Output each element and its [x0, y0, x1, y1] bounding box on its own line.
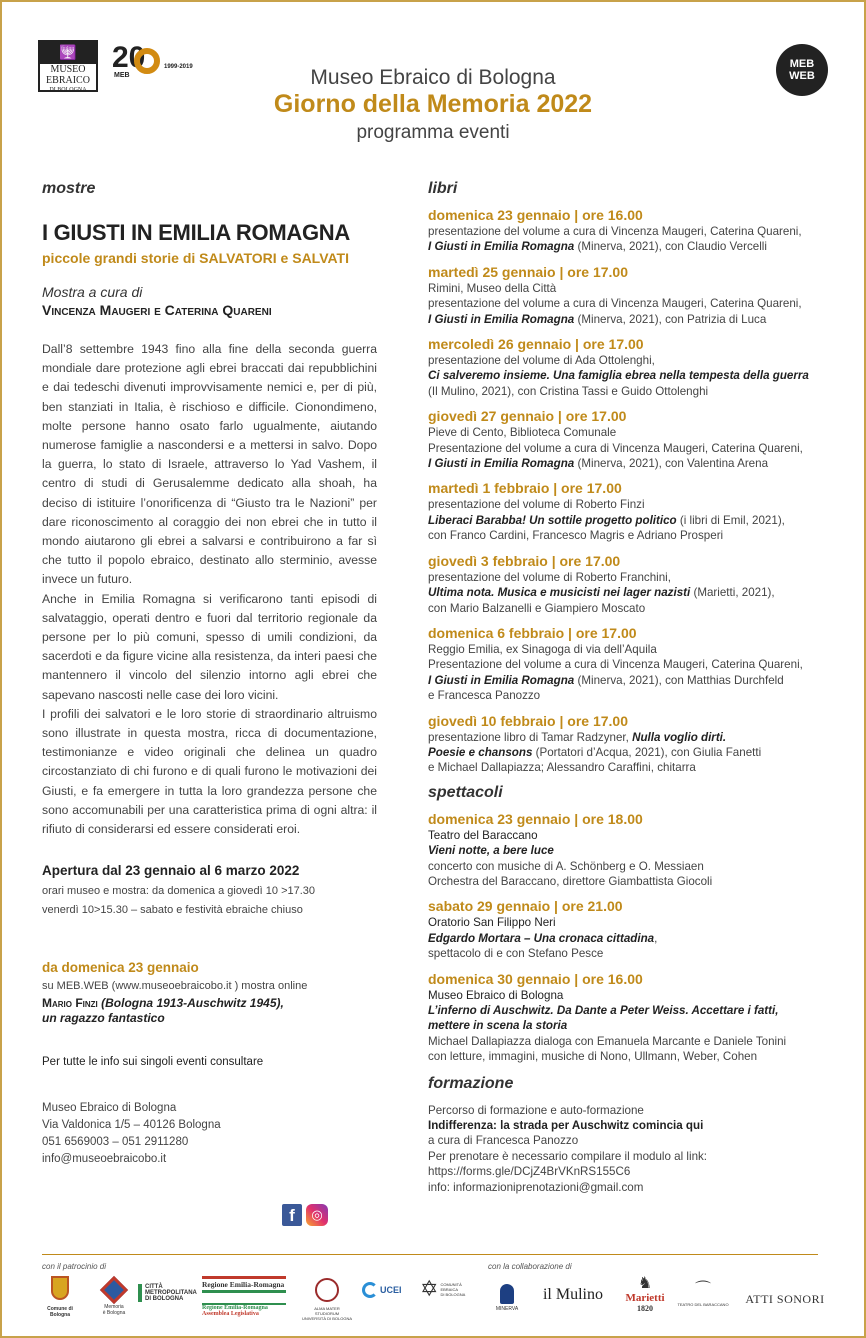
event-venue: Museo Ebraico di Bologna	[428, 988, 564, 1002]
book-title: L’inferno di Auschwitz. Da Dante a Peter Weiss. Accettare i fatti,	[428, 1004, 779, 1017]
atti-sonori-logo	[740, 1292, 830, 1307]
seal-icon	[315, 1278, 339, 1302]
ucei-logo	[362, 1282, 418, 1298]
event-text: Pieve di Cento, Biblioteca Comunale	[428, 426, 617, 440]
book-title: I Giusti in Emilia Romagna	[428, 240, 575, 254]
owl-icon	[500, 1284, 514, 1304]
event-item	[428, 810, 828, 890]
book-title: Liberaci Barabba! Un sottile progetto politico	[428, 513, 677, 527]
event-datetime: martedì 25 gennaio | ore 17.00	[428, 263, 628, 280]
event-item	[428, 263, 828, 327]
mebweb-line1: MEB	[789, 58, 815, 70]
opening-hours: orari museo e mostra: da domenica a giovedì 10 >17.30	[42, 885, 316, 898]
event-text: ,	[654, 931, 658, 945]
event-text: Rimini, Museo della Città	[428, 281, 557, 295]
citta-metropolitana-logo	[138, 1284, 197, 1302]
event-text: Presentazione del volume a cura di Vincenza Maugeri, Caterina Quareni,	[428, 441, 803, 455]
event-line	[428, 570, 828, 585]
section-mostre: mostre	[42, 180, 96, 197]
event-line	[428, 915, 828, 930]
formazione-title: Indifferenza: la strada per Auschwitz comincia qui	[428, 1119, 704, 1133]
event-line	[428, 224, 828, 239]
paragraph: I profili dei salvatori e le loro storie di straordinario altruismo sono illustrate in questa mostra, ricca di documentazione, testimonianze e video originali che delinea un quadro circostanziato di chi furono e di quali furono le motivazioni dei Giusti, e fa emergere in tutta la loro grandezza persone che sono accomunabili per una caratteristica prima di ogni altra: il rifiuto di considerarsi ed essere considerati eroi.	[42, 706, 377, 837]
memoria-label2: è Bologna	[102, 1310, 126, 1316]
formazione-curator: a cura di Francesca Panozzo	[428, 1134, 579, 1148]
event-line	[428, 528, 828, 543]
menorah-icon: 🕎	[40, 42, 96, 64]
logo-line1: MUSEO	[50, 64, 86, 75]
info-note: Per tutte le info sui singoli eventi consultare	[42, 1056, 264, 1069]
assemblea-line1: Regione Emilia-Romagna	[202, 1305, 268, 1311]
assemblea-line2: Assemblea Legislativa	[202, 1311, 259, 1317]
online-exhibit-title	[42, 996, 377, 1011]
event-text: (Minerva, 2021), con Valentina Arena	[574, 457, 769, 471]
event-line	[428, 368, 828, 383]
event-text: (Portatori d’Acqua, 2021), con Giulia Fanetti	[532, 745, 762, 759]
book-title: Poesie e chansons	[428, 745, 533, 759]
book-title: I Giusti in Emilia Romagna	[428, 457, 575, 471]
event-text: presentazione del volume di Ada Ottolenghi,	[428, 354, 655, 368]
book-title: Ci salveremo insieme. Una famiglia ebrea nella tempesta della guerra	[428, 369, 809, 383]
event-datetime: giovedì 27 gennaio | ore 17.00	[428, 408, 627, 425]
event-text: con Mario Balzanelli e Giampiero Moscato	[428, 601, 646, 615]
book-title: Ultima nota. Musica e musicisti nei lager nazisti	[428, 586, 691, 600]
regione-label: Regione Emilia-Romagna	[202, 1276, 286, 1293]
event-item	[428, 712, 828, 776]
curators: Vincenza Maugeri e Caterina Quareni	[42, 302, 272, 318]
event-item	[428, 552, 828, 616]
event-item	[428, 407, 828, 471]
section-formazione: formazione	[428, 1074, 514, 1092]
wave-icon	[362, 1282, 378, 1298]
event-datetime: martedì 1 febbraio | ore 17.00	[428, 480, 622, 497]
event-line	[428, 828, 828, 843]
event-line	[428, 988, 828, 1003]
comunita-line2: EBRAICA	[440, 1286, 458, 1292]
event-line	[428, 601, 828, 616]
contact-phone[interactable]: 051 6569003 – 051 2911280	[42, 1136, 189, 1149]
event-item	[428, 897, 828, 961]
event-item	[428, 624, 828, 704]
event-text: Michael Dallapiazza dialoga con Emanuela Marcante e Daniele Tonini	[428, 1034, 787, 1048]
event-line	[428, 874, 828, 889]
event-text: presentazione libro di Tamar Radzyner,	[428, 730, 633, 744]
event-datetime: domenica 6 febbraio | ore 17.00	[428, 624, 637, 641]
event-line	[428, 1018, 828, 1033]
section-spettacoli: spettacoli	[428, 783, 503, 801]
event-datetime: mercoledì 26 gennaio | ore 17.00	[428, 336, 644, 353]
logo-line2: EBRAICO	[46, 75, 90, 86]
event-line	[428, 657, 828, 672]
event-line	[428, 353, 828, 368]
exhibition-title: I GIUSTI IN EMILIA ROMAGNA	[42, 220, 350, 245]
patrocinio-label: con il patrocinio di	[42, 1262, 107, 1271]
curated-label: Mostra a cura di	[42, 284, 143, 300]
event-line	[428, 513, 828, 528]
event-text: Presentazione del volume a cura di Vincenza Maugeri, Caterina Quareni,	[428, 658, 803, 672]
event-text: Reggio Emilia, ex Sinagoga di via dell’Aquila	[428, 642, 657, 656]
paragraph: Dall’8 settembre 1943 fino alla fine della seconda guerra mondiale dare protezione agli ebrei braccati dai repubblichini e dai tedeschi divenuti improvvisamente nemici e, per di più, ben stanziati in Italia, è rischioso e difficile. Cionondimeno, molte persone hanno osato farlo ugualmente, aiutando numerose famiglie a nascondersi e a mettersi in salvo. Dopo la guerra, lo stato di Israele, attraverso lo Yad Vashem, il centro di studi di Gerusalemme dedicato alla shoah, ha deciso di istituire l’onorificenza di “Giusto tra le Nazioni” per dare riconoscimento al coraggio dei non ebrei che in tutto il mondo aiutarono gli ebrei a salvarsi e contribuirono a far sì che tutto il popolo ebraico, destinato allo sterminio, avesse invece un futuro.	[42, 342, 377, 587]
exhibition-subtitle: piccole grandi storie di SALVATORI e SALVATI	[42, 250, 350, 266]
comunita-line1: COMUNITÀ	[440, 1281, 462, 1287]
event-text: (Marietti, 2021),	[690, 586, 775, 600]
book-title: Vieni notte, a bere luce	[428, 844, 554, 858]
event-datetime: domenica 30 gennaio | ore 16.00	[428, 970, 643, 987]
closing-hours: venerdì 10>15.30 – sabato e festività ebraiche chiuso	[42, 904, 303, 917]
event-text: concerto con musiche di A. Schönberg e O. Messiaen	[428, 859, 704, 873]
event-line	[428, 931, 828, 946]
opening-dates: Apertura dal 23 gennaio al 6 marzo 2022	[42, 863, 300, 879]
event-line	[428, 1049, 828, 1064]
comunita-line3: DI BOLOGNA	[440, 1291, 466, 1297]
event-item	[428, 206, 828, 255]
formazione-block	[428, 1103, 828, 1195]
anniversary-number: 20	[112, 41, 146, 74]
right-column	[428, 180, 828, 1195]
event-venue: Oratorio San Filippo Neri	[428, 916, 556, 930]
section-libri: libri	[428, 180, 458, 197]
event-item	[428, 970, 828, 1065]
event-line	[428, 312, 828, 327]
unibo-logo	[302, 1276, 352, 1321]
star-icon: ✡	[420, 1276, 439, 1301]
citta-line2: METROPOLITANA	[145, 1290, 197, 1296]
memoria-logo	[96, 1276, 132, 1316]
event-line	[428, 859, 828, 874]
event-text: con Franco Cardini, Francesco Magris e Adriano Prosperi	[428, 529, 724, 543]
event-line	[428, 585, 828, 600]
event-line	[428, 425, 828, 440]
event-item	[428, 479, 828, 543]
comunita-logo	[420, 1278, 476, 1300]
formazione-link[interactable]: https://forms.gle/DCjZ4BrVKnRS155C6	[428, 1165, 631, 1179]
event-text: (Minerva, 2021), con Claudio Vercelli	[574, 240, 767, 254]
event-title: Giorno della Memoria 2022	[273, 90, 593, 118]
event-line	[428, 642, 828, 657]
mario-dates: (Bologna 1913-Auschwitz 1945),	[97, 996, 284, 1011]
event-datetime: sabato 29 gennaio | ore 21.00	[428, 898, 623, 915]
exhibition-description	[42, 340, 377, 839]
event-line	[428, 673, 828, 688]
event-text: e Francesca Panozzo	[428, 689, 541, 703]
online-text[interactable]: su MEB.WEB (www.museoebraicobo.it ) mostra online	[42, 980, 308, 993]
bird-icon: ⌒	[694, 1281, 711, 1298]
ucei-label: UCEI	[380, 1285, 402, 1295]
libri-list	[428, 206, 828, 776]
event-line	[428, 843, 828, 858]
book-title: I Giusti in Emilia Romagna	[428, 673, 575, 687]
unibo-line2: UNIVERSITÀ DI BOLOGNA	[302, 1316, 353, 1321]
mario-name: Mario Finzi	[42, 996, 98, 1011]
event-text: con letture, immagini, musiche di Nono, Ullmann, Weber, Cohen	[428, 1050, 758, 1064]
event-text: (Il Mulino, 2021), con Cristina Tassi e Guido Ottolenghi	[428, 384, 709, 398]
event-line	[428, 384, 828, 399]
event-line	[428, 239, 828, 254]
formazione-booking: Per prenotare è necessario compilare il modulo al link:	[428, 1149, 708, 1163]
event-line	[428, 1003, 828, 1018]
event-datetime: domenica 23 gennaio | ore 16.00	[428, 207, 643, 223]
baraccano-label: TEATRO DEL BARACCANO	[677, 1302, 729, 1307]
event-text: presentazione del volume di Roberto Finzi	[428, 498, 645, 512]
event-text: spettacolo di e con Stefano Pesce	[428, 947, 604, 961]
online-heading: da domenica 23 gennaio	[42, 960, 199, 976]
event-text: (Minerva, 2021), con Matthias Durchfeld	[574, 673, 784, 687]
book-title: Nulla voglio dirti.	[632, 730, 727, 744]
facebook-icon[interactable]: f	[282, 1204, 302, 1226]
footer-divider	[42, 1254, 818, 1255]
contact-address: Via Valdonica 1/5 – 40126 Bologna	[42, 1119, 221, 1132]
event-datetime: giovedì 10 febbraio | ore 17.00	[428, 712, 628, 729]
event-line	[428, 497, 828, 512]
book-title: I Giusti in Emilia Romagna	[428, 312, 575, 326]
logo-line3: DI BOLOGNA	[49, 87, 87, 93]
memoria-label: Memoria	[104, 1304, 124, 1310]
event-line	[428, 296, 828, 311]
mulino-label: il Mulino	[542, 1286, 603, 1303]
event-line	[428, 441, 828, 456]
marietti-year: 1820	[637, 1304, 653, 1313]
event-text: presentazione del volume a cura di Vincenza Maugeri, Caterina Quareni,	[428, 225, 802, 238]
event-text: Orchestra del Baraccano, direttore Giambattista Giocoli	[428, 874, 713, 888]
event-text: (Minerva, 2021), con Patrizia di Luca	[574, 312, 767, 326]
tower-icon	[138, 1284, 142, 1302]
contact-name: Museo Ebraico di Bologna	[42, 1102, 177, 1115]
event-line	[428, 745, 828, 760]
page-title: Museo Ebraico di Bologna	[310, 66, 556, 89]
formazione-email[interactable]: info: informazioniprenotazioni@gmail.com	[428, 1180, 644, 1194]
minerva-label: MINERVA	[495, 1306, 519, 1312]
mebweb-line2: WEB	[789, 70, 815, 82]
atti-label: ATTI SONORI	[745, 1292, 825, 1306]
event-item	[428, 335, 828, 399]
minerva-logo	[492, 1284, 522, 1312]
shield-icon	[51, 1276, 69, 1300]
sponsor-logos	[40, 1276, 830, 1324]
contact-block	[42, 1100, 377, 1168]
left-column	[42, 180, 377, 1168]
comune-logo	[40, 1276, 80, 1318]
event-line	[428, 281, 828, 296]
event-text: presentazione del volume a cura di Vincenza Maugeri, Caterina Quareni,	[428, 297, 802, 311]
spettacoli-list	[428, 810, 828, 1065]
event-datetime: giovedì 3 febbraio | ore 17.00	[428, 552, 621, 569]
baraccano-logo	[676, 1282, 730, 1307]
book-title: Edgardo Mortara – Una cronaca cittadina	[428, 931, 655, 945]
mulino-logo	[528, 1286, 618, 1304]
event-line	[428, 946, 828, 961]
horse-icon: ♞	[637, 1275, 653, 1292]
instagram-icon[interactable]: ◎	[306, 1204, 328, 1226]
contact-email[interactable]: info@museoebraicobo.it	[42, 1153, 167, 1166]
formazione-line: Percorso di formazione e auto-formazione	[428, 1103, 644, 1117]
event-text: e Michael Dallapiazza; Alessandro Caraffini, chitarra	[428, 761, 696, 775]
event-line	[428, 456, 828, 471]
comune-label: Comune di Bologna	[47, 1306, 73, 1318]
anniversary-years: 1999-2019	[164, 64, 193, 70]
online-exhibit-subtitle: un ragazzo fantastico	[42, 1011, 165, 1026]
collaborazione-label: con la collaborazione di	[488, 1262, 572, 1271]
event-datetime: domenica 23 gennaio | ore 18.00	[428, 810, 643, 827]
event-text: presentazione del volume di Roberto Franchini,	[428, 570, 671, 584]
citta-line1: CITTÀ	[145, 1284, 163, 1290]
unibo-line1: ALMA MATER STUDIORUM	[314, 1306, 340, 1316]
book-title: mettere in scena la storia	[428, 1019, 568, 1033]
social-links	[282, 1204, 328, 1226]
event-line	[428, 688, 828, 703]
regione-logo	[202, 1276, 286, 1317]
event-venue: Teatro del Baraccano	[428, 828, 538, 842]
citta-line3: DI BOLOGNA	[145, 1296, 184, 1302]
marietti-label: Marietti	[625, 1292, 665, 1304]
event-line	[428, 1034, 828, 1049]
event-text: (i libri di Emil, 2021),	[676, 513, 785, 527]
marietti-logo	[624, 1276, 666, 1313]
event-line	[428, 730, 828, 745]
page-tagline: programma eventi	[356, 122, 510, 143]
event-line	[428, 760, 828, 775]
anniversary-label: MEB	[114, 72, 130, 79]
paragraph: Anche in Emilia Romagna si verificarono tanti episodi di salvataggio, operati dentro e fuori dal territorio regionale da persone per lo più comuni, spesso di umili condizioni, da sacerdoti e da figure vicine alla resistenza, da interi paesi che mantennero il vincolo del silenzio intorno agli ebrei che sapevano nascosti nelle case dei loro vicini.	[42, 591, 377, 702]
diamond-icon	[100, 1276, 128, 1304]
